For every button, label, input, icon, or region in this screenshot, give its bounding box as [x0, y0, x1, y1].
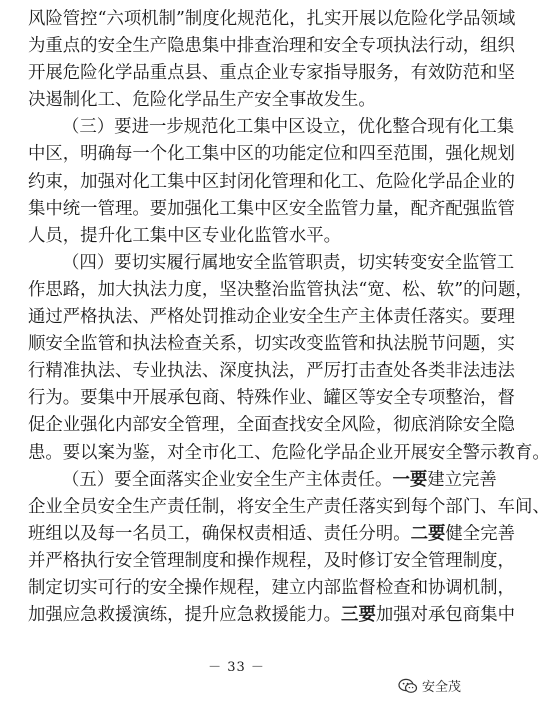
- text-line: 促企业强化内部安全管理，全面查找安全风险，彻底消除安全隐: [28, 415, 515, 436]
- text-line: [28, 521, 515, 548]
- page-number: － 33 －: [208, 660, 265, 675]
- text-line: 患。要以案为鉴，对全市化工、危险化学品企业开展安全警示教育。: [28, 442, 550, 463]
- text-line: 行为。要集中开展承包商、特殊作业、罐区等安全专项整治，督: [28, 388, 515, 409]
- bold-emphasis: 二要: [410, 523, 446, 544]
- watermark-label: 安全茂: [421, 680, 461, 695]
- text-line: 人员，提升化工集中区专业化监管水平。: [28, 225, 342, 246]
- text-segment: 健全完善: [445, 523, 515, 544]
- text-line: [28, 467, 497, 494]
- text-line: 中区，明确每一个化工集中区的功能定位和四至范围，强化规划: [28, 144, 515, 165]
- text-line: 企业全员安全生产责任制，将安全生产责任落实到每个部门、车间、: [28, 496, 550, 517]
- watermark: [398, 676, 461, 695]
- text-line: （三）要进一步规范化工集中区设立，优化整合现有化工集: [62, 117, 515, 138]
- text-line: [28, 602, 515, 629]
- bold-emphasis: 一要: [392, 469, 428, 490]
- text-line: 开展危险化学品重点县、重点企业专家指导服务，有效防范和坚: [28, 63, 515, 84]
- body-text: [28, 6, 550, 629]
- text-line: 行精准执法、专业执法、深度执法，严厉打击查处各类非法违法: [28, 361, 515, 382]
- text-line: 约束，加强对化工集中区封闭化管理和化工、危险化学品企业的: [28, 171, 515, 192]
- text-segment: 加强应急救援演练，提升应急救援能力。: [28, 605, 342, 626]
- text-segment: 加强对承包商集中: [375, 605, 515, 626]
- text-line: 风险管控“六项机制”制度化规范化，扎实开展以危险化学品领域: [28, 9, 516, 29]
- text-line: 制定切实可行的安全操作规程，建立内部监督检查和协调机制，: [28, 577, 515, 598]
- text-line: 为重点的安全生产隐患集中排查治理和安全专项执法行动，组织: [28, 36, 515, 57]
- text-line: 决遏制化工、危险化学品生产安全事故发生。: [28, 90, 376, 111]
- text-segment: 建立完善: [427, 469, 497, 490]
- wechat-icon: [398, 678, 418, 694]
- text-line: 通过严格执法、严格处罚推动企业安全生产主体责任落实。要理: [28, 307, 515, 328]
- text-line: 集中统一管理。要加强化工集中区安全监管力量，配齐配强监管: [28, 198, 515, 219]
- text-line: 并严格执行安全管理制度和操作规程，及时修订安全管理制度，: [28, 550, 515, 571]
- text-segment: 班组以及每一名员工，确保权责相适、责任分明。: [28, 523, 411, 544]
- text-segment: （五）要全面落实企业安全生产主体责任。: [62, 469, 393, 490]
- text-line: 作思路，加大执法力度，坚决整治监管执法“宽、松、软”的问题，: [28, 279, 533, 300]
- bold-emphasis: 三要: [341, 605, 376, 626]
- text-line: （四）要切实履行属地安全监管职责，切实转变安全监管工: [62, 252, 515, 273]
- text-line: 顺安全监管和执法检查关系，切实改变监管和执法脱节问题，实: [28, 334, 515, 355]
